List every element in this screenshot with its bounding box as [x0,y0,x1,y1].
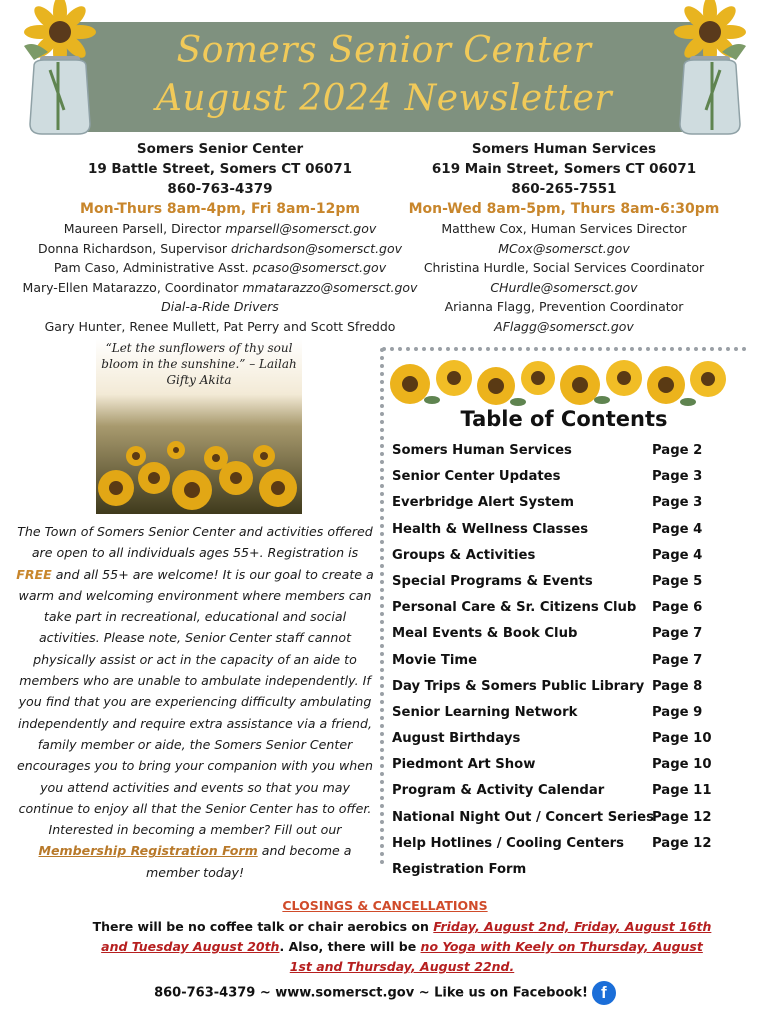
closings-notice: There will be no coffee talk or chair aerobics on Friday, August 2nd, Friday, August 16th and Tuesday August 20th. Also, there will be no Yoga with Keely on Thursday, August 1st and Thursday, August 22nd. [92,919,712,974]
toc-item-page: Page 2 [652,443,703,458]
human-services-address: 619 Main Street, Somers CT 06071 [431,161,697,177]
senior-center-staff-2: Donna Richardson, Supervisor drichardson@somersct.gov [37,240,403,256]
hs-staff-name: Matthew Cox, Human Services Director [441,221,687,236]
toc-item-page: Page 12 [652,835,712,851]
footer-text: 860-763-4379 ~ www.somersct.gov ~ Like us on Facebook! [154,985,588,1001]
newsletter-title-line-1: Somers Senior Center [176,30,592,71]
toc-row[interactable] [392,492,722,518]
senior-center-hours: Mon-Thurs 8am-4pm, Fri 8am-12pm [80,201,360,217]
toc-row[interactable] [392,780,722,806]
toc-item-page: Page 4 [652,547,703,563]
human-services-hours: Mon-Wed 8am-5pm, Thurs 8am-6:30pm [408,201,720,217]
senior-center-phone: 860-763-4379 [167,181,273,197]
toc-row[interactable] [392,702,722,728]
toc-item-name: Meal Events & Book Club [392,626,578,642]
toc-item-page: Page 5 [652,573,703,589]
drivers-label: Dial-a-Ride Drivers [161,299,279,314]
toc-item-name: August Birthdays [392,731,521,747]
toc-row[interactable] [392,623,722,649]
toc-row[interactable] [392,650,722,676]
hs-staff-email[interactable]: AFlagg@somersct.gov [494,318,634,334]
hs-staff-email[interactable]: MCox@somersct.gov [498,240,630,256]
toc-item-page: Page 3 [652,469,703,485]
toc-dotted-border-top [382,346,752,352]
toc-item-page: Page 10 [652,731,712,747]
senior-center-staff-3: Pam Caso, Administrative Asst. pcaso@somersct.gov [53,260,387,275]
staff-email[interactable]: drichardson@somersct.gov [230,240,403,256]
toc-item-name: Special Programs & Events [392,573,593,589]
staff-email[interactable]: pcaso@somersct.gov [252,260,387,275]
toc-row[interactable] [392,597,722,623]
toc-item-page: Page 4 [652,521,703,537]
toc-item-name: Senior Learning Network [392,704,578,720]
toc-item-page: Page 7 [652,652,703,668]
newsletter-title-line-2: August 2024 Newsletter [155,78,613,119]
toc-title: Table of Contents [460,407,668,431]
toc-dotted-border-left [379,348,385,870]
toc-row[interactable] [392,466,722,492]
senior-center-info [12,139,428,336]
hs-staff-email[interactable]: CHurdle@somersct.gov [490,279,638,295]
sunflower-jar-left-image [4,0,116,138]
toc-row[interactable] [392,859,722,885]
toc-item-page: Page 12 [652,809,712,825]
toc-row[interactable] [392,807,722,833]
closings-title: CLOSINGS & CANCELLATIONS [282,898,488,913]
toc-item-name: Everbridge Alert System [392,495,574,511]
toc-item-page: Page 10 [652,757,712,773]
staff-email[interactable]: mmatarazzo@somersct.gov [242,279,418,295]
toc-item-page: Page 7 [652,626,703,642]
toc-item-name: Senior Center Updates [392,469,561,485]
senior-center-staff-1: Maureen Parsell, Director mparsell@somersct.gov [63,221,377,236]
drivers-names: Gary Hunter, Renee Mullett, Pat Perry and Scott Sfreddo [44,318,396,334]
intro-paragraph: The Town of Somers Senior Center and activities offered are open to all individuals ages 55+. Registration is FREE and all 55+ are welcome! It is our goal to create a warm and welcoming environment where members can take part in recreational, educational and social activities. Please note, Senior Center staff cannot physically assist or act in the capacity of an aide to members who are unable to ambulate independently. If you find that you are experiencing difficulty ambulating independently and require extra assistance via a friend, family member or aide, the Somers Senior Center encourages you to bring your companion with you when you attend activities and events so that you may continue to enjoy all that the Senior Center has to offer. Interested in becoming a member? Fill out our Membership Registration Form and become a member today! [16,524,374,880]
toc-item-name: Piedmont Art Show [392,757,536,773]
toc-item-name: National Night Out / Concert Series [392,809,654,825]
senior-center-staff-4: Mary-Ellen Matarazzo, Coordinator mmatarazzo@somersct.gov [22,279,418,295]
toc-row[interactable] [392,676,722,702]
toc-row[interactable] [392,571,722,597]
sunflower-quote: “Let the sunflowers of thy soul bloom in the sunshine.” – Lailah Gifty Akita [101,341,297,387]
toc-item-page: Page 8 [652,678,703,694]
toc-item-name: Movie Time [392,652,478,668]
toc-item-page: Page 3 [652,495,703,511]
membership-registration-link[interactable]: Membership Registration Form [38,843,258,859]
sunflower-jar-right-image [654,0,766,138]
toc-item-name: Program & Activity Calendar [392,783,605,799]
toc-item-name: Help Hotlines / Cooling Centers [392,835,625,851]
toc-item-name: Day Trips & Somers Public Library [392,678,645,694]
toc-row[interactable] [392,833,722,859]
toc-row[interactable] [392,545,722,571]
toc-row[interactable] [392,754,722,780]
table-of-contents [392,440,722,885]
toc-row[interactable] [392,519,722,545]
closing-dates-1: Friday, August 2nd, Friday, August 16th and Tuesday August 20th [101,919,712,954]
senior-center-address: 19 Battle Street, Somers CT 06071 [87,161,353,177]
toc-item-page: Page 6 [652,600,703,616]
human-services-phone: 860-265-7551 [511,181,617,197]
footer-contact [0,981,770,1005]
sunflower-quote-image [96,338,302,514]
newsletter-banner [62,22,706,132]
toc-item-page: Page 11 [652,783,712,799]
toc-row[interactable] [392,728,722,754]
staff-email[interactable]: mparsell@somersct.gov [225,221,377,236]
free-highlight: FREE [16,566,52,582]
toc-item-name: Groups & Activities [392,547,536,563]
hs-staff-name: Christina Hurdle, Social Services Coordinator [423,260,705,275]
toc-row[interactable] [392,440,722,466]
toc-item-page: Page 9 [652,704,703,720]
toc-item-name: Health & Wellness Classes [392,521,589,537]
toc-item-name: Registration Form [392,862,527,877]
human-services-name: Somers Human Services [471,141,657,157]
facebook-icon[interactable]: f [592,981,616,1005]
sunflower-border-image [388,354,748,410]
human-services-info [408,139,720,336]
toc-item-name: Somers Human Services [392,443,572,458]
toc-item-name: Personal Care & Sr. Citizens Club [392,600,637,616]
hs-staff-name: Arianna Flagg, Prevention Coordinator [444,299,684,314]
senior-center-name: Somers Senior Center [136,141,304,157]
closing-dates-2: no Yoga with Keely on Thursday, August 1st and Thursday, August 22nd. [289,939,703,974]
